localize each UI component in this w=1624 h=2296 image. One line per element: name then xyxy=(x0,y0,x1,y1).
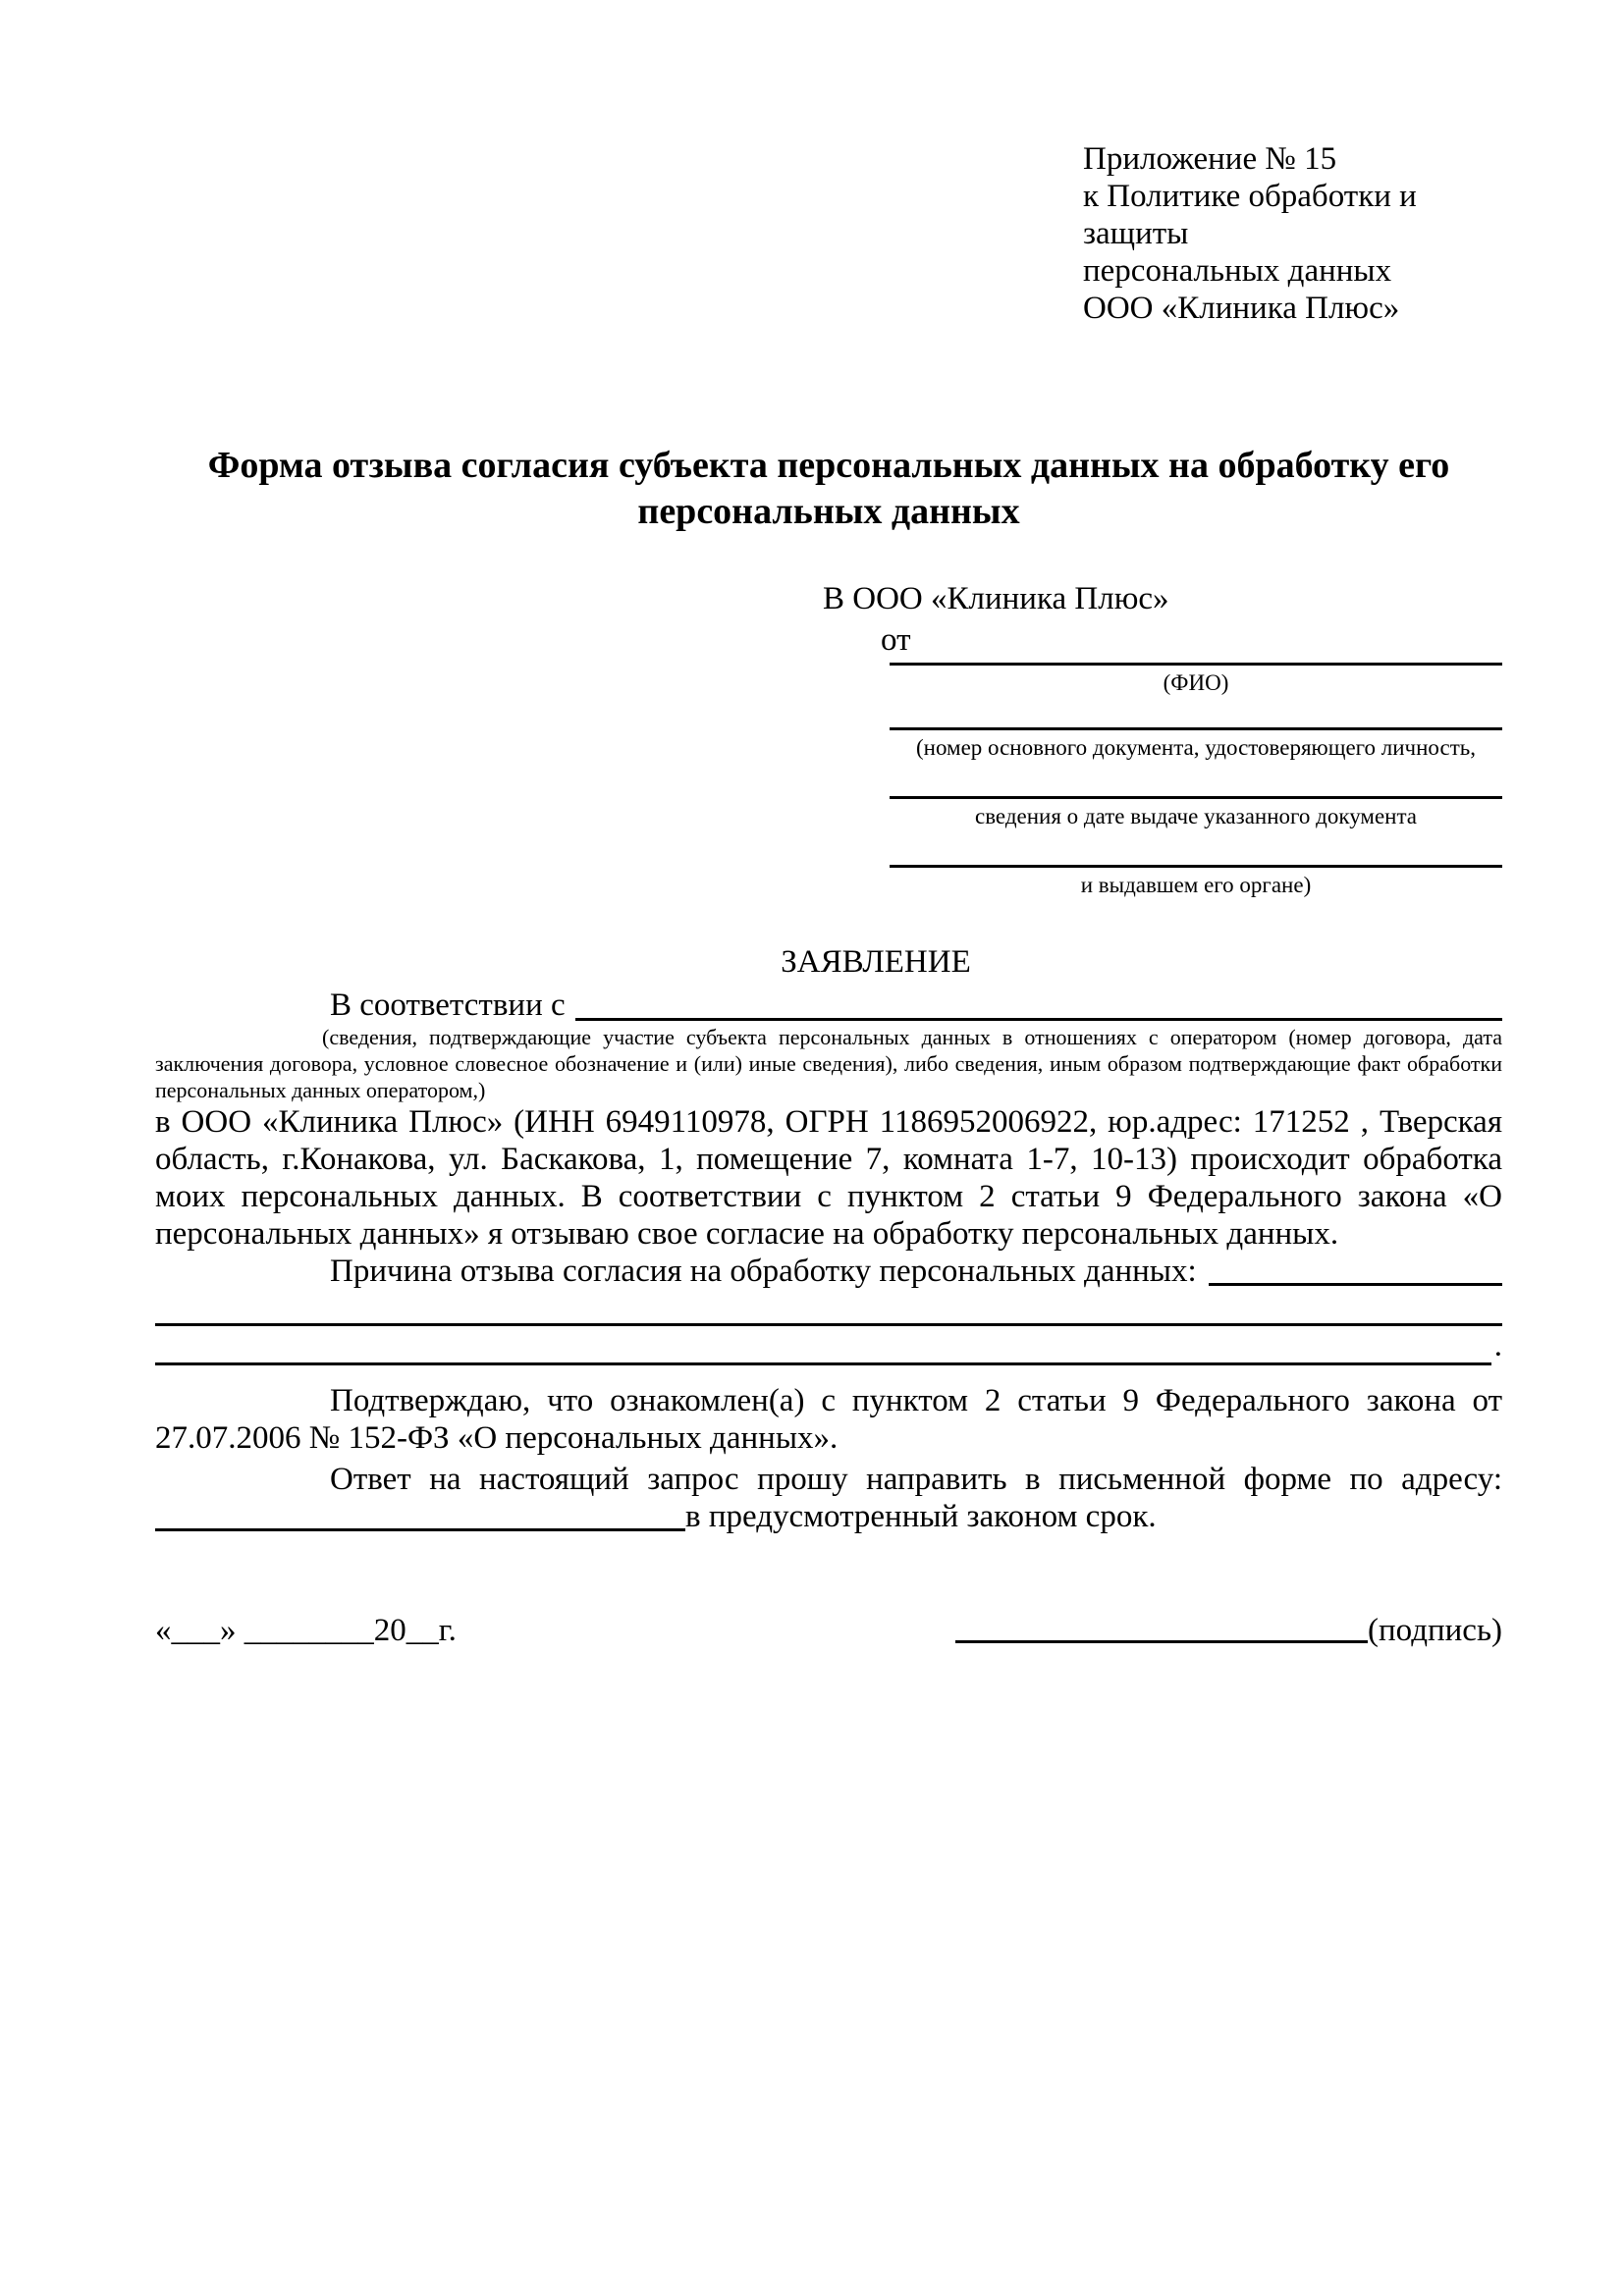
date-line: «___» ________20__г. xyxy=(155,1613,457,1648)
tab-indent xyxy=(155,987,330,1024)
signature-blank-line xyxy=(955,1612,1368,1643)
reply-address-line xyxy=(155,1498,1502,1535)
reason-blank-row xyxy=(155,1290,1502,1326)
appendix-line: ООО «Клиника Плюс» xyxy=(1083,291,1400,326)
period-mark: . xyxy=(1493,1328,1502,1363)
addressee-fields xyxy=(890,663,1502,898)
intro-blank-line xyxy=(575,987,1502,1021)
reason-blank-row xyxy=(155,1326,1502,1365)
appendix-line: к Политике обработки и защиты xyxy=(1083,179,1417,251)
appendix-line: персональных данных xyxy=(1083,253,1392,289)
field-document-number xyxy=(890,727,1502,761)
blank-line-full xyxy=(155,1290,1502,1326)
addressee-block xyxy=(155,580,1502,898)
signature-group xyxy=(955,1612,1502,1649)
blank-line-full xyxy=(155,1326,1491,1365)
reason-line xyxy=(155,1253,1502,1290)
fio-caption: (ФИО) xyxy=(1163,670,1229,695)
statement-heading: ЗАЯВЛЕНИЕ xyxy=(781,944,971,980)
signature-label: (подпись) xyxy=(1368,1613,1502,1648)
confirmation-paragraph: Подтверждаю, что ознакомлен(а) с пунктом 2 статьи 9 Федерального закона от 27.07.2006 № 152-ФЗ «О персональных данных». xyxy=(155,1383,1502,1456)
date-signature-row xyxy=(155,1612,1502,1649)
reply-suffix-text: в предусмотренный законом срок. xyxy=(685,1499,1157,1534)
appendix-line: Приложение № 15 xyxy=(1083,141,1337,177)
fine-print-note: (сведения, подтверждающие участие субъекта персональных данных в отношениях с оператором (номер договора, дата заключения договора, условное словесное обозначение и (или) иные сведения), либо сведения, иным образом подтверждающие факт обработки персональных данных оператором,) xyxy=(155,1025,1502,1102)
issuing-authority-caption: и выдавшем его органе) xyxy=(1080,873,1312,897)
document-title: Форма отзыва согласия субъекта персональных данных на обработку его персональных данных xyxy=(207,445,1450,532)
body-paragraph: в ООО «Клиника Плюс» (ИНН 6949110978, ОГРН 1186952006922, юр.адрес: 171252 , Тверская область, г.Конакова, ул. Баскакова, 1, помещение 7, комната 1-7, 10-13) происходит обработка моих персональных данных. В соответствии с пунктом 2 статьи 9 Федерального закона «О персональных данных» я отзываю свое согласие на обработку персональных данных. xyxy=(155,1104,1502,1252)
addressee-company: В ООО «Клиника Плюс» xyxy=(823,581,1169,616)
reply-request-line: Ответ на настоящий запрос прошу направить в письменной форме по адресу: xyxy=(330,1462,1502,1497)
address-blank-line xyxy=(155,1498,685,1531)
reason-label: Причина отзыва согласия на обработку персональных данных: xyxy=(330,1254,1197,1289)
field-issuing-authority xyxy=(890,865,1502,898)
appendix-header xyxy=(1083,140,1502,327)
intro-line xyxy=(155,987,1502,1024)
reason-blank-line xyxy=(1209,1253,1502,1286)
addressee-from-label: от xyxy=(881,622,911,658)
intro-text: В соответствии с xyxy=(330,988,566,1023)
field-fio xyxy=(890,663,1502,696)
document-number-caption: (номер основного документа, удостоверяющего личность, xyxy=(915,735,1476,760)
field-issue-date xyxy=(890,796,1502,829)
issue-date-caption: сведения о дате выдаче указанного документа xyxy=(974,804,1418,828)
